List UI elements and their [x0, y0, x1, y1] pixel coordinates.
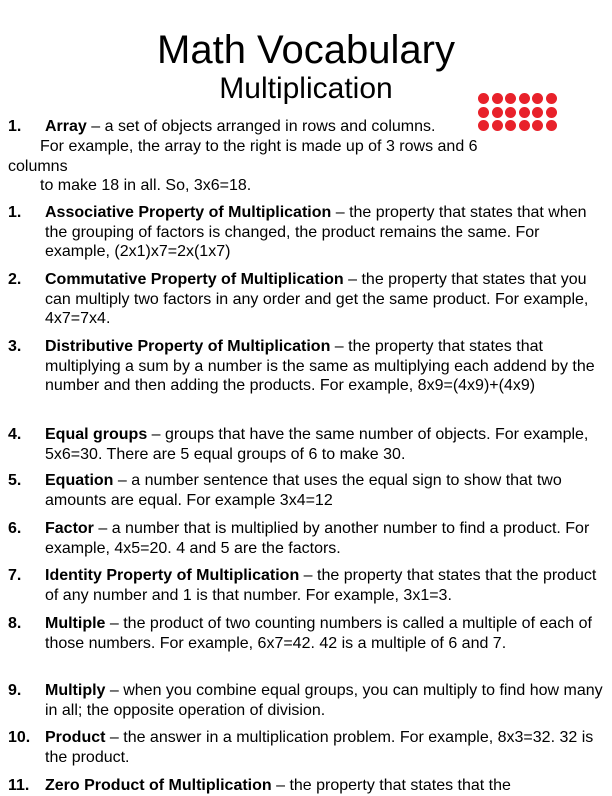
array-dot — [492, 107, 503, 118]
entry-definition: – the property that states that multiplying a sum by a number is the same as multiplying each addend by the number and then adding the products. For example, 8x9=(4x9)+(4x9) — [45, 338, 595, 395]
entry-number: 2. — [8, 271, 22, 288]
array-example-line: to make 18 in all. So, 3x6=18. — [40, 177, 252, 195]
array-dot — [478, 93, 489, 104]
entry-body — [45, 614, 605, 653]
entry-definition: – a set of objects arranged in rows and columns. — [86, 118, 436, 135]
entry-body — [45, 270, 605, 329]
entry-term: Identity Property of Multiplication — [45, 567, 300, 584]
entry-definition: – groups that have the same number of objects. For example, 5x6=30. There are 5 equal groups of 6 to make 30. — [45, 426, 589, 463]
array-dot — [546, 107, 557, 118]
entry-body — [45, 566, 605, 605]
entry-body — [45, 681, 605, 720]
entry-definition: – when you combine equal groups, you can multiply to find how many in all; the opposite operation of division. — [45, 682, 603, 719]
entry-definition: – a number sentence that uses the equal sign to show that two amounts are equal. For example 3x4=12 — [45, 472, 562, 509]
page-subtitle: Multiplication — [219, 72, 393, 105]
entry-number: 4. — [8, 426, 22, 443]
array-example — [8, 137, 568, 196]
entry-number: 8. — [8, 615, 22, 632]
entry-number: 1. — [8, 118, 22, 135]
array-dot — [519, 107, 530, 118]
entry-definition: – the answer in a multiplication problem. For example, 8x3=32. 32 is the product. — [45, 729, 594, 766]
entry-term: Equation — [45, 472, 114, 489]
entry-definition: – the product of two counting numbers is called a multiple of each of those numbers. For example, 6x7=42. 42 is a multiple of 6 and 7. — [45, 615, 592, 652]
entry-term: Distributive Property of Multiplication — [45, 338, 331, 355]
entry-body — [45, 117, 605, 137]
entry-number: 5. — [8, 472, 22, 489]
entry-body — [45, 471, 605, 510]
array-dot — [505, 107, 516, 118]
entry-definition: – the property that states that you can multiply two factors in any order and get the same product. For example, 4x7=7x4. — [45, 271, 589, 328]
entry-number: 7. — [8, 567, 22, 584]
array-dot — [532, 93, 543, 104]
entry-term: Equal groups — [45, 426, 148, 443]
array-dot — [532, 107, 543, 118]
entry-term: Multiply — [45, 682, 106, 699]
entry-body — [45, 519, 605, 558]
entry-body — [45, 728, 605, 767]
entry-number: 6. — [8, 520, 22, 537]
entry-definition: – the property that states that the — [271, 777, 511, 794]
entry-definition: – a number that is multiplied by another number to find a product. For example, 4x5=20. 4 and 5 are the factors. — [45, 520, 590, 557]
entry-body — [45, 337, 605, 396]
entry-term: Zero Product of Multiplication — [45, 777, 272, 794]
entry-number: 10. — [8, 729, 31, 746]
entry-body — [45, 425, 605, 464]
entry-term: Commutative Property of Multiplication — [45, 271, 344, 288]
array-dot — [478, 107, 489, 118]
entry-term: Multiple — [45, 615, 106, 632]
array-dot — [546, 93, 557, 104]
entry-definition: – the property that states that when the grouping of factors is changed, the product remains the same. For example, (2x1)x7=2x(1x7) — [45, 204, 587, 261]
entry-term: Array — [45, 118, 87, 135]
array-dot — [519, 93, 530, 104]
entry-definition: – the property that states that the product of any number and 1 is that number. For example, 3x1=3. — [45, 567, 597, 604]
entry-body — [45, 203, 605, 262]
array-example-line: columns — [8, 157, 68, 175]
entry-number: 9. — [8, 682, 22, 699]
entry-number: 3. — [8, 338, 22, 355]
array-dot — [492, 93, 503, 104]
array-example-line: For example, the array to the right is made up of 3 rows and 6 — [40, 138, 478, 155]
array-dot — [505, 93, 516, 104]
entry-number: 11. — [8, 777, 30, 794]
page-title: Math Vocabulary — [157, 28, 455, 72]
entry-term: Product — [45, 729, 106, 746]
entry-number: 1. — [8, 204, 22, 221]
entry-body — [45, 776, 605, 796]
entry-term: Factor — [45, 520, 94, 537]
entry-term: Associative Property of Multiplication — [45, 204, 332, 221]
